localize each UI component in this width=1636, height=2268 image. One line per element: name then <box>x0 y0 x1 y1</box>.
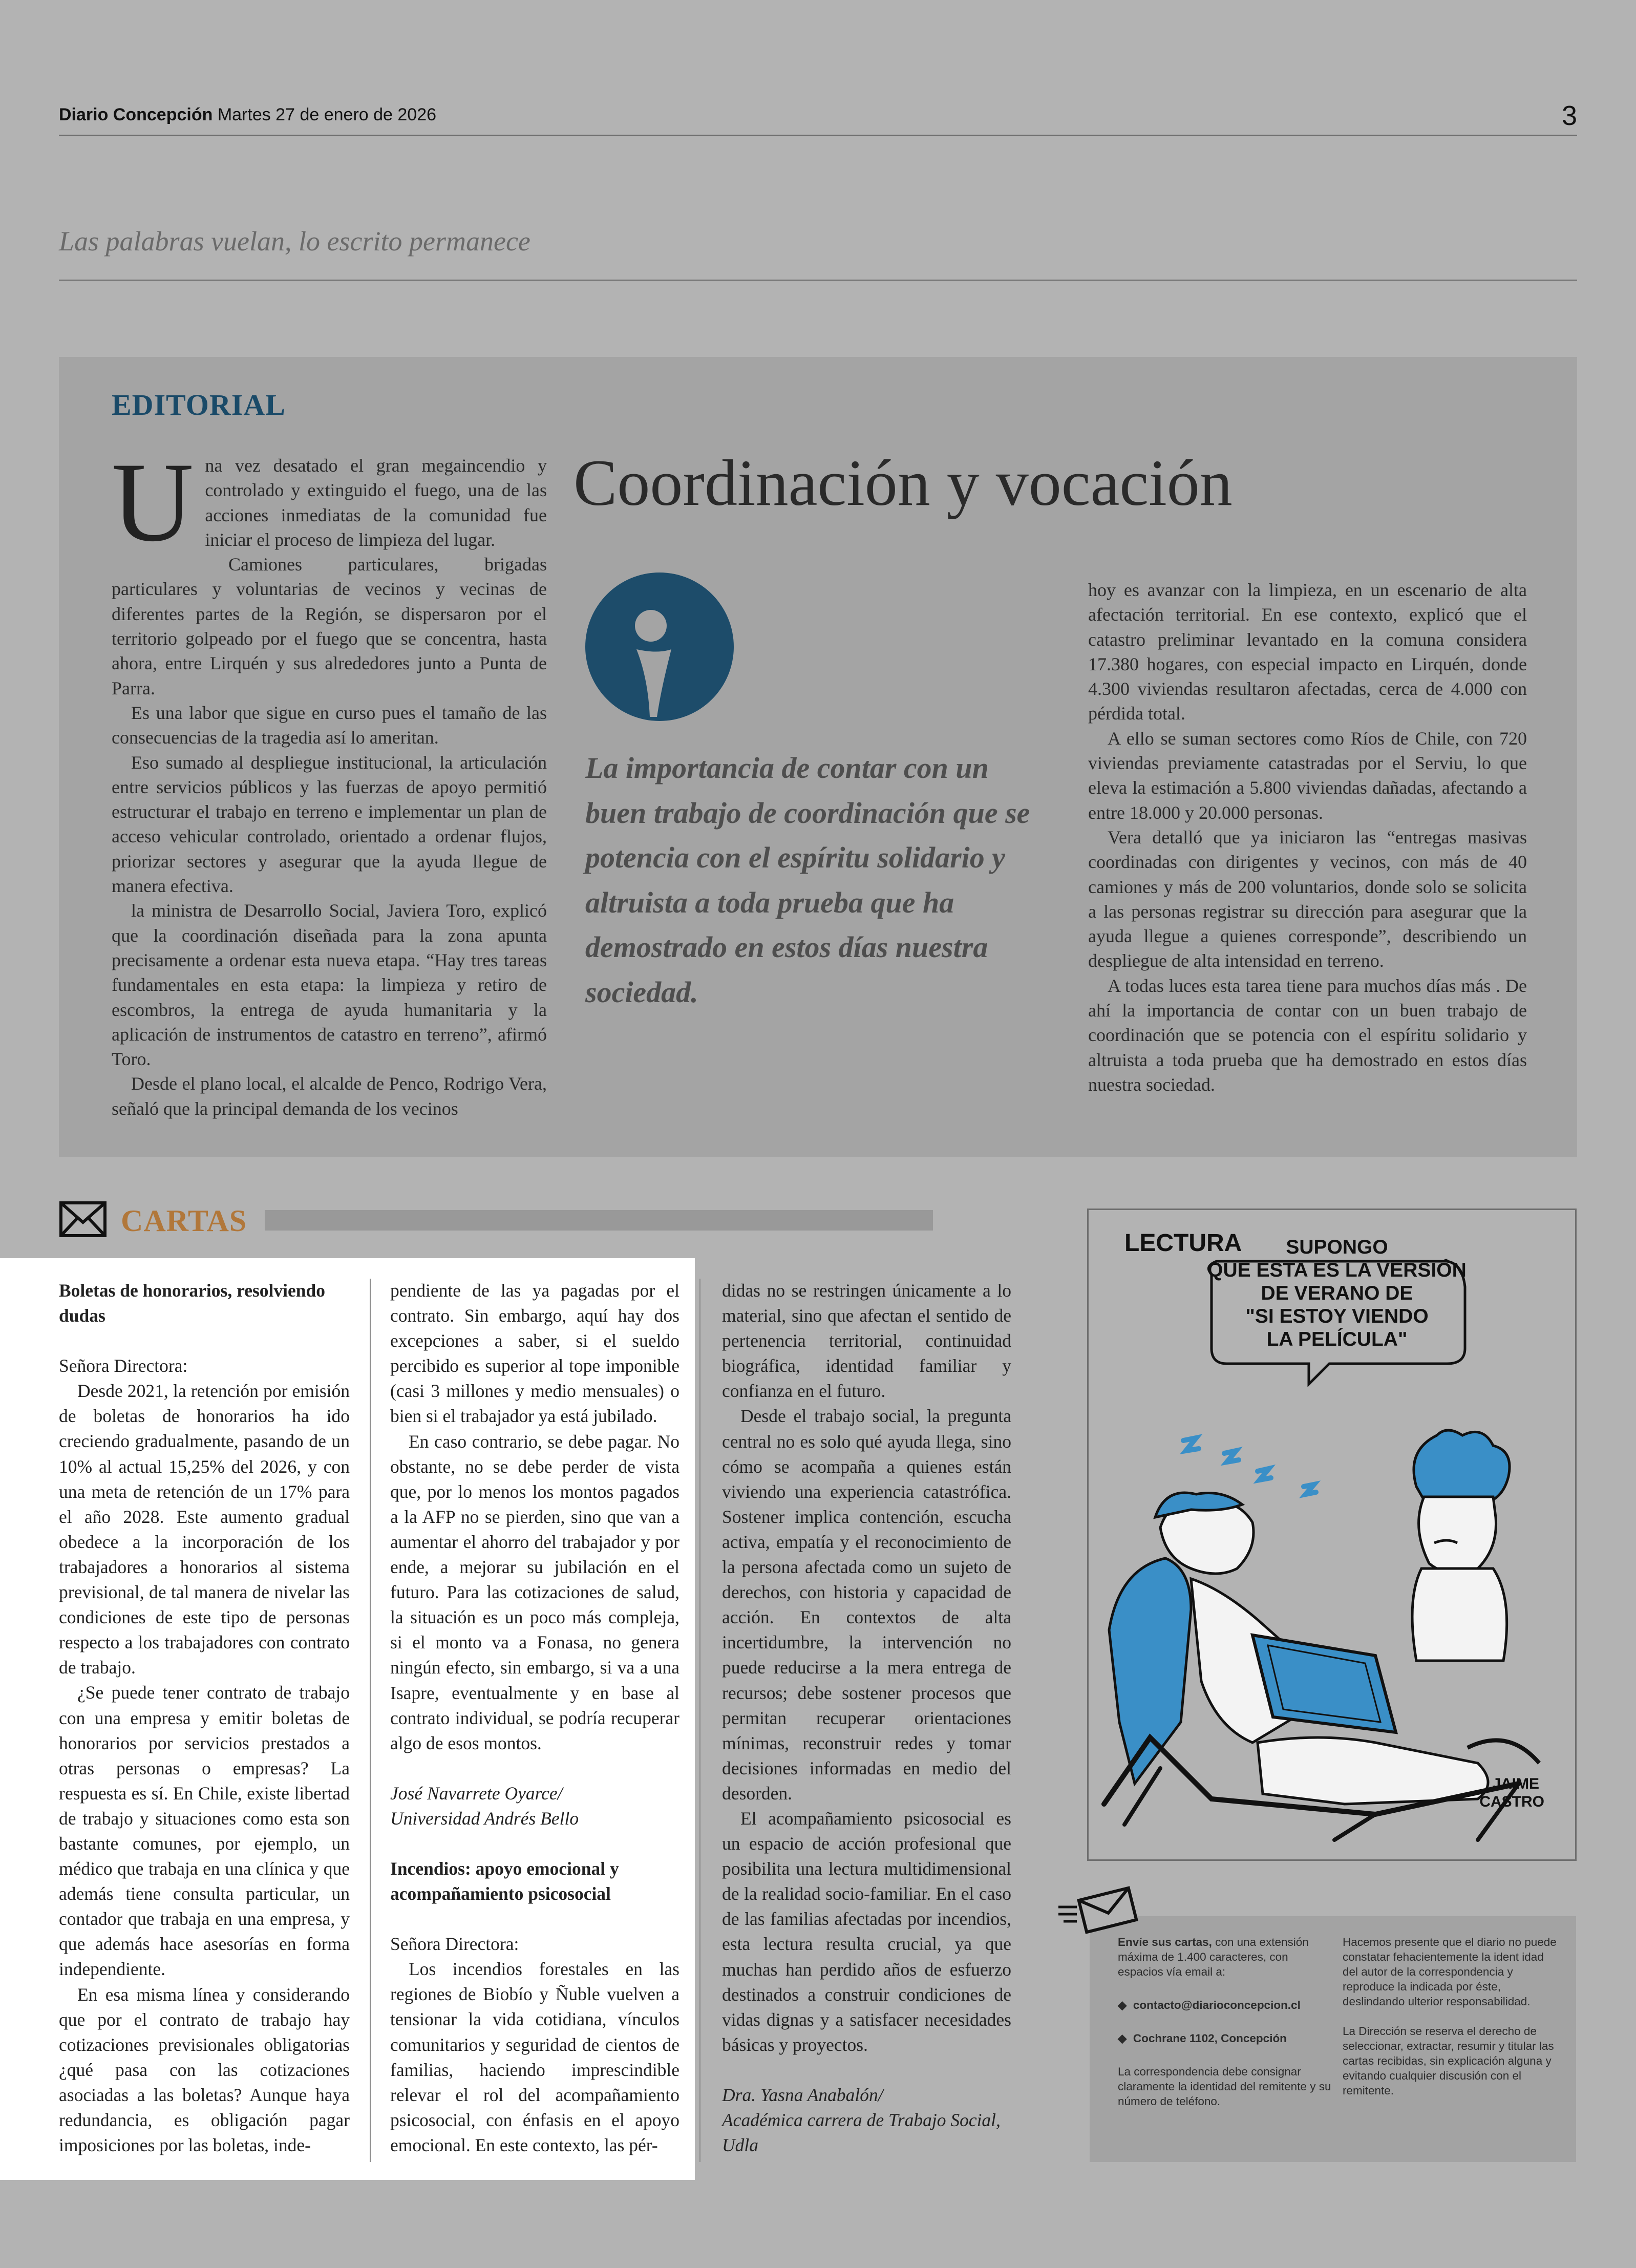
speech-line: SUPONGO <box>1286 1236 1388 1258</box>
editorial-paragraph: Eso sumado al despliegue institucional, la articulación entre servicios públicos y las fuerzas de apoyo permitió estructurar el trabajo en terreno e implementar un plan de acceso vehicular controlado, orientado a ordenar flujos, priorizar sectores y asegurar que la ayuda llegue de manera efectiva. <box>112 752 547 897</box>
page-number: 3 <box>1561 100 1577 131</box>
editorial-paragraph: A ello se suman sectores como Ríos de Chile, con 720 viviendas previamente catastradas por el Serviu, lo que eleva la estimación a 5.800 viviendas dañadas, afectando a entre 18.000 y 20.000 personas. <box>1088 728 1527 823</box>
cartas-title: CARTAS <box>121 1204 247 1238</box>
contact-disclaimer-text: Hacemos presente que el diario no puede constatar fehacientemente la ident idad del autor de la correspondencia y reproduce la indicada por éste, deslindando ulterior responsabilidad. <box>1343 1936 1557 2008</box>
contact-instructions <box>1118 1935 1332 2109</box>
artist-signature-line2: CASTRO <box>1479 1793 1544 1810</box>
letters-column-3 <box>722 1278 1011 2158</box>
cartoon-label: LECTURA <box>1124 1230 1242 1257</box>
editorial-paragraph: Desde el plano local, el alcalde de Penco, Rodrigo Vera, señaló que la principal demanda de los vecinos <box>112 1073 547 1119</box>
zzz-marks <box>1183 1438 1316 1494</box>
editorial-paragraph: Camiones particulares, brigadas particulares y voluntarias de vecinos y vecinas de diferentes partes de la Región, se dispersaron por el territorio golpeado por el fuego que se concentra, hasta ahora, entre Lirquén y sus alrededores junto a Punta de Parra. <box>112 554 547 698</box>
speech-line: QUE ESTA ES LA VERSIÓN <box>1207 1259 1467 1281</box>
editorial-paragraph: hoy es avanzar con la limpieza, en un escenario de alta afectación territorial. En ese contexto, explicó que el catastro preliminar levantado en la comuna considera 17.380 hogares, con especial impacto en Lirquén, donde 4.300 viviendas resultaron afectadas, cerca de 4.000 con pérdida total. <box>1088 580 1527 724</box>
contact-send-bold: Envíe sus cartas, <box>1118 1936 1212 1948</box>
editorial-paragraph: Vera detalló que ya iniciaron las “entregas masivas coordinadas con dirigentes y vecinos, con más de 40 camiones y más de 200 voluntarios, donde solo se solicita a las personas registrar su dirección para asegurar que la ayuda llegue a quienes corresponde”, describiendo un despliegue de alta intensidad en terreno. <box>1088 826 1527 971</box>
letter-paragraph: Desde 2021, la retención por emisión de boletas de honorarios ha ido creciendo gradualmente, pasando de un 10% al actual 15,25% del 2026, y con una meta de retención de un 17% para el año 2028. Este aumento gradual obedece a la incorporación de los trabajadores a honorarios al sistema previsional, de tal manera de nivelar las condiciones de este tipo de personas respecto a los trabajadores con contrato de trabajo. <box>59 1381 350 1678</box>
speech-line: LA PELÍCULA" <box>1266 1328 1408 1350</box>
editorial-paragraph: Una vez desatado el gran megaincendio y controlado y extinguido el fuego, una de las acciones inmediatas de la comunidad fue iniciar el proceso de limpieza del lugar. <box>112 439 547 565</box>
column-rule <box>370 1279 371 2162</box>
editorial-paragraph: A todas luces esta tarea tiene para muchos días más . De ahí la importancia de contar con un buen trabajo de coordinación que se potencia con el espíritu solidario y altruista a toda prueba que ha demostrado en estos días nuestra sociedad. <box>1088 975 1527 1095</box>
info-icon <box>585 573 734 721</box>
letter-paragraph: didas no se restringen únicamente a lo material, sino que afectan el sentido de pertenencia territorial, continuidad biográfica, identidad familiar y confianza en el futuro. <box>722 1280 1011 1402</box>
speech-line: "SI ESTOY VIENDO <box>1245 1305 1429 1327</box>
contact-email: contacto@diarioconcepcion.cl <box>1133 1999 1301 2011</box>
letter-salutation: Señora Directora: <box>59 1355 188 1376</box>
artist-signature-line1: JAIME <box>1492 1775 1539 1792</box>
editorial-paragraph: la ministra de Desarrollo Social, Javiera Toro, explicó que la coordinación diseñada para la zona apunta precisamente a ordenar esta nueva etapa. “Hay tres tareas fundamentales en esta etapa: la limpieza y retiro de escombros, la entrega de ayuda humanitaria y la aplicación de instrumentos de catastro en terreno”, afirmó Toro. <box>112 900 547 1070</box>
editorial-paragraph: Es una labor que sigue en curso pues el tamaño de las consecuencias de la tragedia así lo ameritan. <box>112 702 547 748</box>
letters-column-1 <box>59 1278 350 2158</box>
envelope-icon <box>59 1201 107 1238</box>
speech-text <box>1207 1236 1467 1350</box>
editorial-column-1 <box>112 439 547 1121</box>
editorial-headline: Coordinación y vocación <box>573 447 1233 519</box>
speech-line: DE VERANO DE <box>1261 1282 1413 1304</box>
diamond-bullet-icon: ◆ <box>1118 2032 1127 2045</box>
letter-title: Incendios: apoyo emocional y acompañamiento psicosocial <box>390 1858 619 1904</box>
letter-paragraph: Desde el trabajo social, la pregunta central no es solo qué ayuda llega, sino cómo se acompaña a quienes están viviendo una experiencia catastrófica. Sostener implica contención, escucha activa, empatía y el reconocimiento de la persona afectada como un sujeto de derechos, con historia y capacidad de acción. En contextos de alta incertidumbre, la intervención no puede reducirse a la mera entrega de recursos; debe sostener procesos que permitan recuperar orientaciones mínimas, reconstruir redes y tomar decisiones informadas en medio del desorden. <box>722 1406 1011 1804</box>
contact-send-text: con una extensión máxima de 1.400 caracteres, con espacios vía email a: <box>1118 1936 1309 1978</box>
letter-paragraph: El acompañamiento psicosocial es un espacio de acción profesional que posibilita una lectura multidimensional de la realidad socio-familiar. En el caso de las familias afectadas por incendios, esta lectura resulta crucial, ya que muchas han perdido años de esfuerzo destinados a construir condiciones de vidas dignas y a satisfacer necesidades básicas y proyectos. <box>722 1808 1011 2055</box>
letter-signature-name: Dra. Yasna Anabalón/ <box>722 2084 883 2105</box>
header-rule <box>59 135 1577 136</box>
contact-rights-text: La Dirección se reserva el derecho de seleccionar, extractar, resumir y titular las cartas recibidas, sin explicación alguna y evitando cualquier discusión con el remitente. <box>1343 2025 1554 2097</box>
letter-paragraph: En esa misma línea y considerando que por el contrato de trabajo hay cotizaciones previsionales obligatorias ¿qué pasa con las cotizaciones asociadas a las boletas? Aunque haya redundancia, es obligación pagar imposiciones por las boletas, inde- <box>59 1984 350 2156</box>
letter-salutation: Señora Directora: <box>390 1934 519 1955</box>
editorial-pullquote: La importancia de contar con un buen trabajo de coordinación que se potencia con el espíritu solidario y altruista a toda prueba que ha demostrado en estos días nuestra sociedad. <box>585 751 1030 1009</box>
running-head <box>59 105 436 125</box>
column-rule <box>699 1279 700 2162</box>
letter-paragraph: En caso contrario, se debe pagar. No obstante, no se debe perder de vista que, por lo menos los montos pagados a la AFP no se pierden, sino que van a aumentar el ahorro del trabajador y por ende, a mejorar su jubilación en el futuro. Para las cotizaciones de salud, la situación es un poco más compleja, si el monto va a Fonasa, no genera ningún efecto, sin embargo, si va a una Isapre, eventualmente y en base al contrato individual, se podría recuperar algo de esos montos. <box>390 1431 679 1753</box>
letter-paragraph: ¿Se puede tener contrato de trabajo con una empresa y emitir boletas de honorarios por servicios prestados a otras personas o empresas? La respuesta es sí. En Chile, existe libertad de trabajo y situaciones como esta son bastante comunes, por ejemplo, un médico que trabaja en una clínica y que además tiene consulta particular, un contador que trabaja en una empresa, y que además hace asesorías en forma independiente. <box>59 1682 350 1980</box>
letters-column-2 <box>390 1278 679 2158</box>
standing-boy <box>1412 1430 1510 1661</box>
flying-envelope-icon <box>1056 1884 1143 1936</box>
letter-title: Boletas de honorarios, resolviendo dudas <box>59 1280 326 1326</box>
letter-signature-affiliation: Académica carrera de Trabajo Social, Udla <box>722 2110 1001 2156</box>
diamond-bullet-icon: ◆ <box>1118 1999 1127 2011</box>
contact-disclaimer <box>1343 1935 1558 2098</box>
cartas-bar <box>265 1210 933 1231</box>
slogan-rule <box>59 280 1577 281</box>
section-slogan: Las palabras vuelan, lo escrito permanece <box>59 226 530 257</box>
letter-signature-affiliation: Universidad Andrés Bello <box>390 1808 579 1829</box>
cartoon-illustration <box>1089 1210 1575 1859</box>
contact-address: Cochrane 1102, Concepción <box>1133 2032 1287 2045</box>
letter-paragraph: pendiente de las ya pagadas por el contrato. Sin embargo, aquí hay dos excepciones a saber, si el sueldo percibido es superior al tope imponible (casi 3 millones y medio mensuales) o bien si el trabajador ya está jubilado. <box>390 1280 679 1427</box>
contact-identity-note: La correspondencia debe consignar claramente la identidad del remitente y su número de teléfono. <box>1118 2065 1331 2108</box>
letter-paragraph: Los incendios forestales en las regiones de Biobío y Ñuble vuelven a tensionar la vida cotidiana, vínculos comunitarios y seguridad de cientos de familias, haciendo imprescindible relevar el rol del acompañamiento psicosocial, con énfasis en el apoyo emocional. En este contexto, las pér- <box>390 1959 679 2155</box>
letter-signature-name: José Navarrete Oyarce/ <box>390 1783 563 1804</box>
newspaper-name: Diario Concepción <box>59 105 213 124</box>
dropcap: U <box>112 439 194 565</box>
editorial-column-3 <box>1088 578 1527 1097</box>
issue-date: Martes 27 de enero de 2026 <box>217 105 437 124</box>
editorial-kicker: EDITORIAL <box>112 388 286 421</box>
